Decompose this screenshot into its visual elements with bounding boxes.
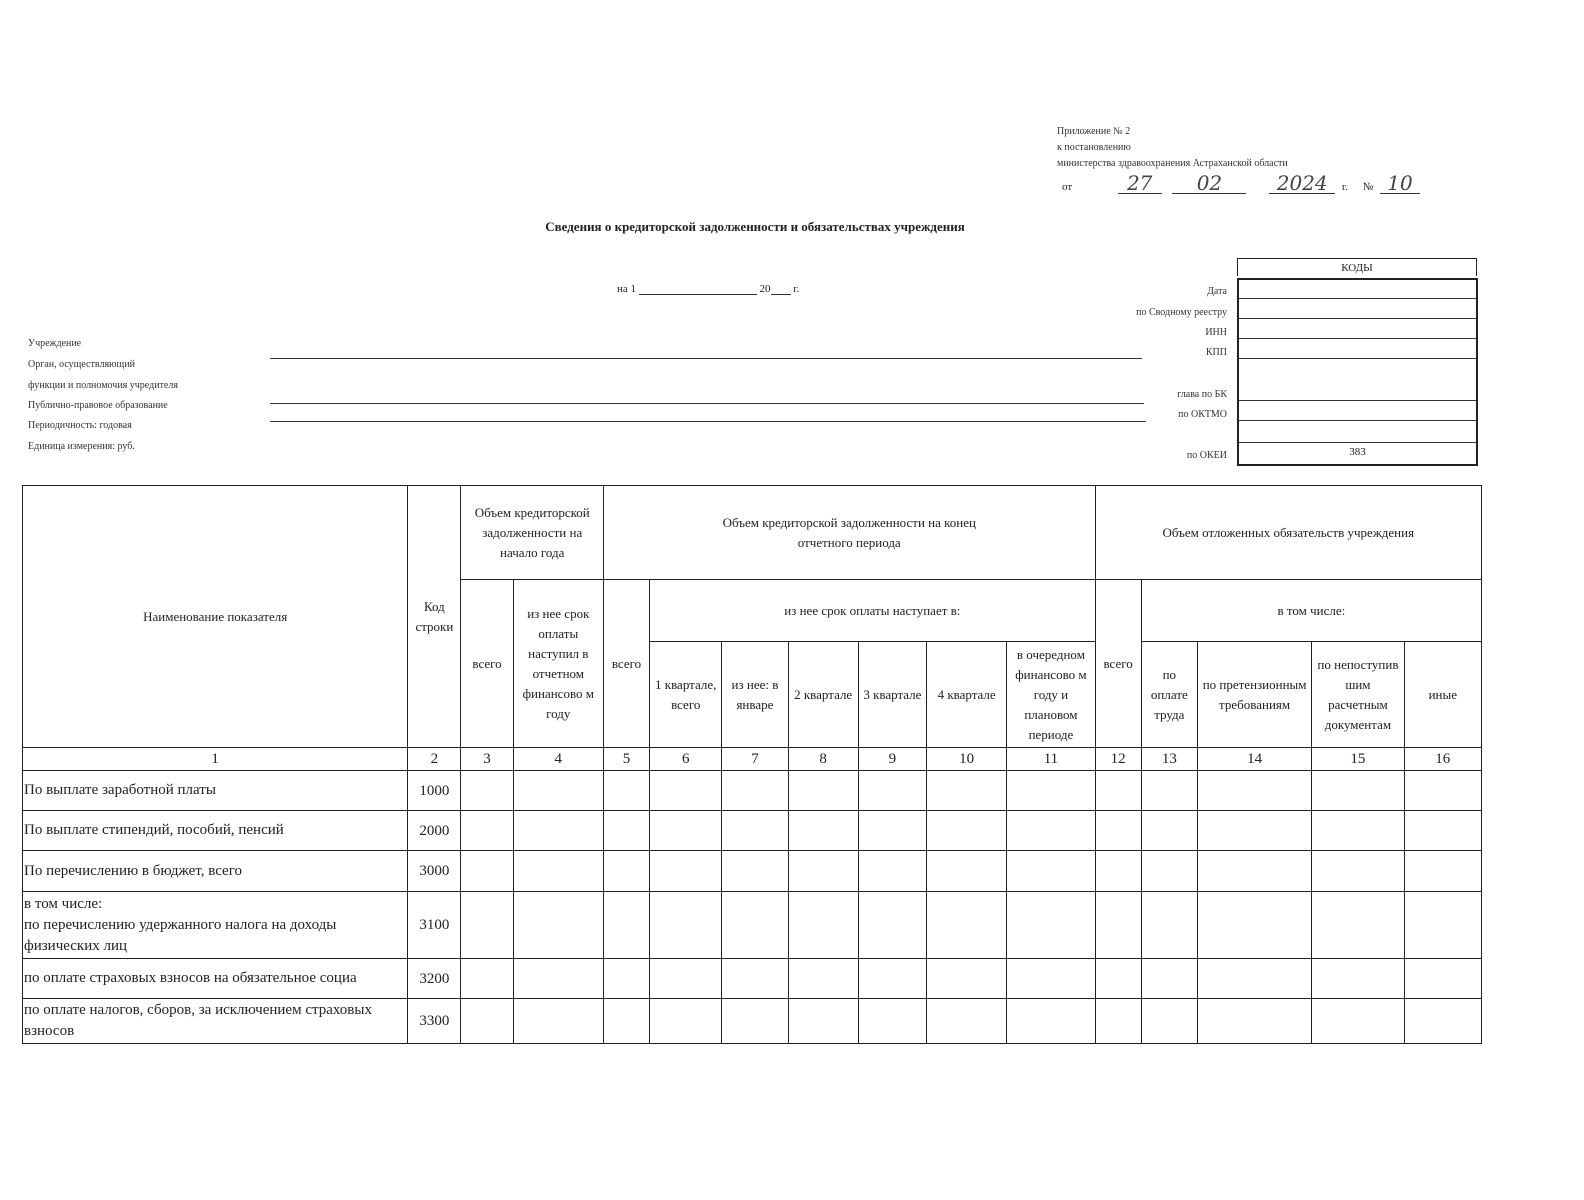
header-code: Код строки [408,486,461,748]
label-institution: Учреждение [28,338,82,349]
col-number: 1 [23,748,408,771]
handwritten-month: 02 [1172,173,1246,194]
codes-row-blank [1239,442,1476,443]
value-cell-col15[interactable] [1312,959,1404,999]
label-authority-2: функции и полномочия учредителя [28,380,178,391]
label-kpp: КПП [1205,347,1227,358]
value-cell-col4[interactable] [513,771,603,811]
col-number: 14 [1197,748,1311,771]
header-total-col12: всего [1095,580,1141,748]
value-cell-col7[interactable] [722,811,788,851]
value-cell-col7[interactable] [722,851,788,892]
value-cell-col10[interactable] [927,892,1007,959]
value-cell-col4[interactable] [513,999,603,1044]
value-cell-col4[interactable] [513,959,603,999]
table-row [23,959,1482,999]
value-cell-col7[interactable] [722,999,788,1044]
value-cell-col11[interactable] [1007,959,1095,999]
value-cell-col16[interactable] [1404,892,1481,959]
label-date: Дата [1207,286,1227,297]
value-cell-col5[interactable] [603,771,649,811]
value-cell-col14[interactable] [1197,771,1311,811]
value-cell-col5[interactable] [603,892,649,959]
value-cell-col5[interactable] [603,959,649,999]
header-q4: 4 квартале [927,642,1007,748]
header-january: из нее: в январе [722,642,788,748]
value-cell-col10[interactable] [927,959,1007,999]
value-cell-col15[interactable] [1312,771,1404,811]
value-cell-col16[interactable] [1404,811,1481,851]
header-deferred: Объем отложенных обязательств учреждения [1095,486,1481,580]
col-number: 8 [788,748,858,771]
value-cell-col3[interactable] [461,851,513,892]
okei-code-value: 383 [1349,446,1366,458]
row-code: 3300 [408,999,461,1044]
value-cell-col5[interactable] [603,811,649,851]
header-including: в том числе: [1141,580,1481,642]
label-reestr: по Сводному реестру [1136,307,1227,318]
header-name: Наименование показателя [23,486,408,748]
main-table [22,485,1482,1044]
label-okei: по ОКЕИ [1186,450,1227,461]
row-label: По выплате стипендий, пособий, пенсий [23,811,408,851]
col-number: 7 [722,748,788,771]
col-number: 9 [858,748,926,771]
value-cell-col9[interactable] [858,999,926,1044]
value-cell-col4[interactable] [513,811,603,851]
value-cell-col6[interactable] [650,851,722,892]
col-number: 6 [650,748,722,771]
value-cell-col3[interactable] [461,959,513,999]
value-cell-col7[interactable] [722,771,788,811]
row-label: По выплате заработной платы [23,771,408,811]
value-cell-col12[interactable] [1095,811,1141,851]
header-total-col3: всего [461,580,513,748]
value-cell-col11[interactable] [1007,771,1095,811]
codes-row-oktmo [1239,420,1476,421]
col-number: 11 [1007,748,1095,771]
table-row [23,999,1482,1044]
value-cell-col8[interactable] [788,959,858,999]
value-cell-col12[interactable] [1095,892,1141,959]
value-cell-col3[interactable] [461,771,513,811]
value-cell-col6[interactable] [650,892,722,959]
date-suffix: г. [793,283,800,295]
value-cell-col5[interactable] [603,851,649,892]
number-label: № [1362,181,1374,193]
table-row [23,851,1482,892]
value-cell-col7[interactable] [722,959,788,999]
value-cell-col6[interactable] [650,811,722,851]
public-entity-underline [270,421,1146,422]
codes-header: КОДЫ [1237,258,1477,276]
label-unit: Единица измерения: руб. [28,441,135,452]
table-row [23,892,1482,959]
value-cell-col3[interactable] [461,811,513,851]
value-cell-col10[interactable] [927,851,1007,892]
label-periodicity: Периодичность: годовая [28,420,132,431]
value-cell-col10[interactable] [927,771,1007,811]
header-q2: 2 квартале [788,642,858,748]
label-authority-1: Орган, осуществляющий [28,359,135,370]
value-cell-col12[interactable] [1095,851,1141,892]
value-cell-col16[interactable] [1404,771,1481,811]
page-title: Сведения о кредиторской задолженности и обязательствах учреждения [545,219,965,234]
value-cell-col16[interactable] [1404,959,1481,999]
label-oktmo: по ОКТМО [1178,409,1227,420]
value-cell-col12[interactable] [1095,771,1141,811]
col-number: 2 [408,748,461,771]
value-cell-col9[interactable] [858,892,926,959]
value-cell-col16[interactable] [1404,999,1481,1044]
value-cell-col15[interactable] [1312,892,1404,959]
appendix-date-line [1062,173,1420,194]
value-cell-col8[interactable] [788,999,858,1044]
authority-underline [270,403,1144,404]
codes-row-inn [1239,338,1476,339]
header-q1: 1 квартале, всего [650,642,722,748]
year-suffix: г. [1341,181,1348,193]
ot-label: от [1062,181,1073,193]
row-label: по оплате налогов, сборов, за исключением страховых взносов [23,999,408,1044]
handwritten-number: 10 [1380,173,1420,194]
value-cell-col3[interactable] [461,999,513,1044]
header-q3: 3 квартале [858,642,926,748]
header-overdue-col4: из нее срок оплаты наступил в отчетном финансово м году [513,580,603,748]
value-cell-col12[interactable] [1095,999,1141,1044]
header-labor: по оплате труда [1141,642,1197,748]
header-due-in: из нее срок оплаты наступает в: [650,580,1095,642]
header-other: иные [1404,642,1481,748]
codes-row-date [1239,298,1476,299]
value-cell-col13[interactable] [1141,892,1197,959]
header-end-of-period: Объем кредиторской задолженности на конец отчетного периода [603,486,1095,580]
row-label: в том числе: по перечислению удержанного налога на доходы физических лиц [23,892,408,959]
value-cell-col9[interactable] [858,771,926,811]
value-cell-col16[interactable] [1404,851,1481,892]
row-label: по оплате страховых взносов на обязательное социа [23,959,408,999]
codes-row-kpp [1239,358,1476,359]
value-cell-col9[interactable] [858,811,926,851]
col-number: 4 [513,748,603,771]
header-claims: по претензионным требованиям [1197,642,1311,748]
value-cell-col15[interactable] [1312,851,1404,892]
row-code: 3100 [408,892,461,959]
value-cell-col12[interactable] [1095,959,1141,999]
codes-row-reestr [1239,318,1476,319]
value-cell-col9[interactable] [858,851,926,892]
header-documents: по непоступив шим расчетным документам [1312,642,1404,748]
codes-row-glava [1239,400,1476,401]
value-cell-col11[interactable] [1007,999,1095,1044]
value-cell-col6[interactable] [650,999,722,1044]
value-cell-col11[interactable] [1007,811,1095,851]
label-public-entity: Публично-правовое образование [28,400,168,411]
value-cell-col8[interactable] [788,892,858,959]
value-cell-col14[interactable] [1197,811,1311,851]
value-cell-col10[interactable] [927,999,1007,1044]
row-code: 2000 [408,811,461,851]
col-number: 13 [1141,748,1197,771]
value-cell-col15[interactable] [1312,811,1404,851]
date-day-month-blank [639,282,757,295]
value-cell-col15[interactable] [1312,999,1404,1044]
value-cell-col13[interactable] [1141,851,1197,892]
date-prefix: на 1 [617,283,637,295]
value-cell-col4[interactable] [513,892,603,959]
col-number: 10 [927,748,1007,771]
report-date-line [617,282,799,295]
institution-underline [270,358,1142,359]
value-cell-col14[interactable] [1197,892,1311,959]
value-cell-col3[interactable] [461,892,513,959]
value-cell-col6[interactable] [650,771,722,811]
appendix-line-2: к постановлению [1057,142,1131,153]
col-number: 15 [1312,748,1404,771]
value-cell-col11[interactable] [1007,851,1095,892]
row-code: 3000 [408,851,461,892]
value-cell-col8[interactable] [788,851,858,892]
header-total-col5: всего [603,580,649,748]
value-cell-col13[interactable] [1141,959,1197,999]
label-glava: глава по БК [1177,389,1227,400]
header-next-year: в очередном финансово м году и плановом периоде [1007,642,1095,748]
value-cell-col11[interactable] [1007,892,1095,959]
handwritten-day: 27 [1118,173,1162,194]
value-cell-col14[interactable] [1197,959,1311,999]
col-number: 16 [1404,748,1481,771]
value-cell-col7[interactable] [722,892,788,959]
codes-box [1237,278,1478,466]
value-cell-col8[interactable] [788,771,858,811]
date-year-blank [771,282,791,295]
value-cell-col14[interactable] [1197,999,1311,1044]
value-cell-col10[interactable] [927,811,1007,851]
handwritten-year: 2024 [1269,173,1335,194]
appendix-line-3: министерства здравоохранения Астраханской области [1057,158,1288,169]
row-label: По перечислению в бюджет, всего [23,851,408,892]
col-number: 12 [1095,748,1141,771]
appendix-block [1057,124,1288,172]
value-cell-col5[interactable] [603,999,649,1044]
header-start-of-year: Объем кредиторской задолженности на начало года [461,486,603,580]
value-cell-col13[interactable] [1141,811,1197,851]
row-code: 1000 [408,771,461,811]
col-number: 5 [603,748,649,771]
value-cell-col13[interactable] [1141,999,1197,1044]
appendix-line-1: Приложение № 2 [1057,126,1131,137]
table-row [23,771,1482,811]
value-cell-col6[interactable] [650,959,722,999]
table-row [23,811,1482,851]
label-inn: ИНН [1205,327,1227,338]
row-code: 3200 [408,959,461,999]
value-cell-col13[interactable] [1141,771,1197,811]
value-cell-col4[interactable] [513,851,603,892]
value-cell-col9[interactable] [858,959,926,999]
value-cell-col8[interactable] [788,811,858,851]
col-number: 3 [461,748,513,771]
date-year-prefix: 20 [759,283,771,295]
value-cell-col14[interactable] [1197,851,1311,892]
